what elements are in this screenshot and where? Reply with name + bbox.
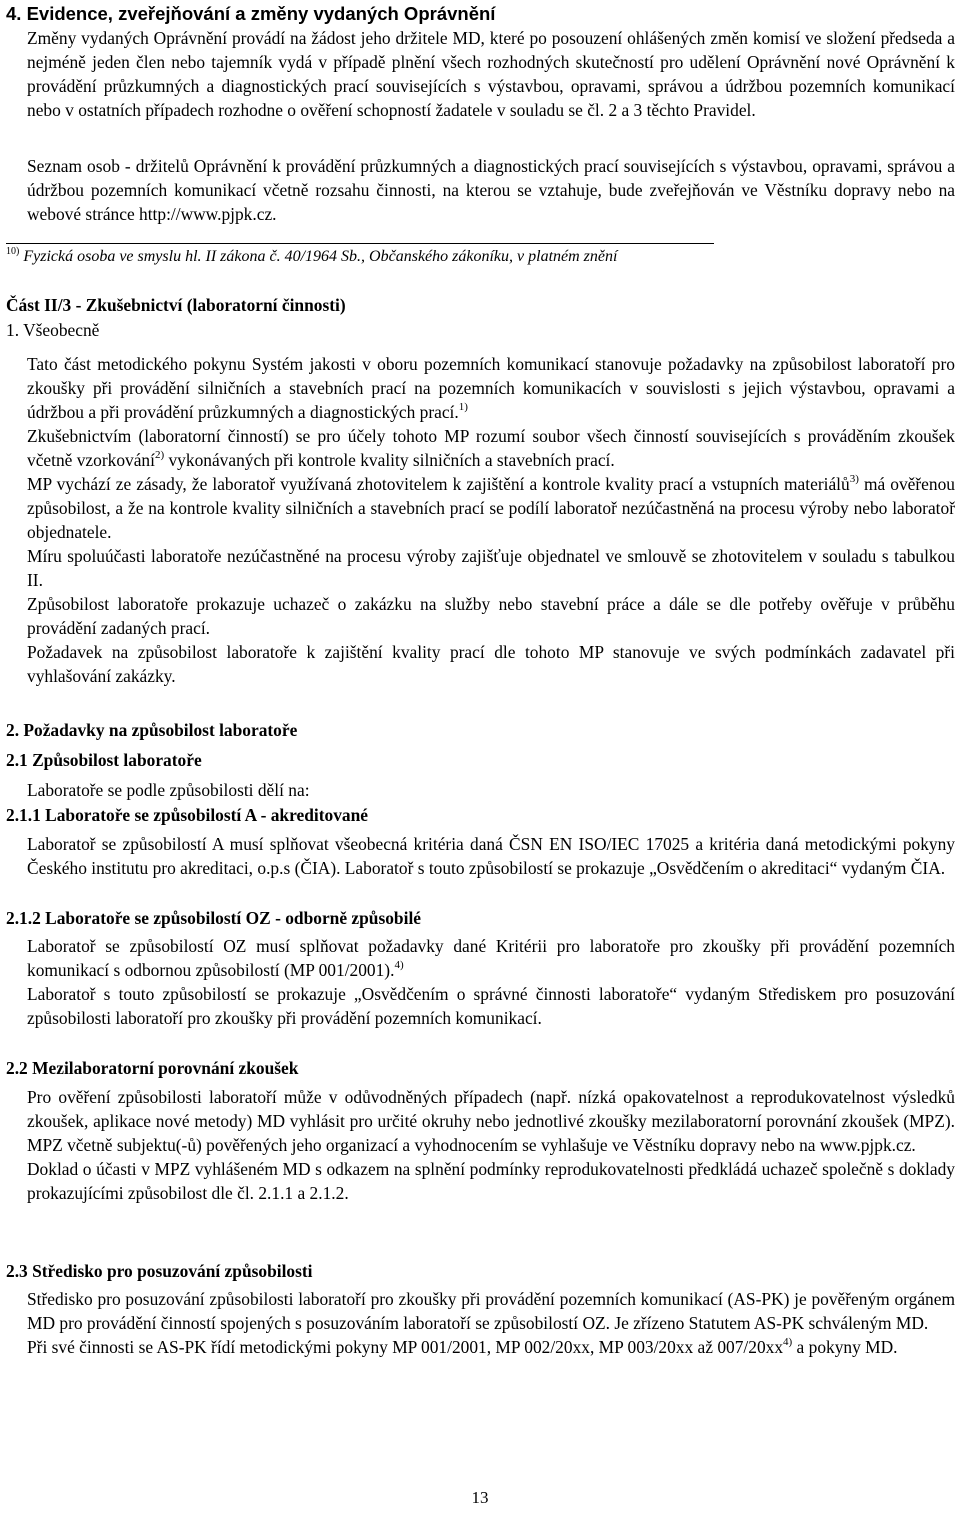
footnote-separator: [6, 243, 714, 244]
s1-paragraph-6: Požadavek na způsobilost laboratoře k zajištění kvality prací dle tohoto MP stanovuje ve svých podmínkách zadavatel při vyhlašování zakázky.: [27, 642, 955, 686]
section-2-2-heading: 2.2 Mezilaboratorní porovnání zkoušek: [6, 1058, 299, 1078]
s1-paragraph-2-text-end: vykonávaných při kontrole kvality silničních a stavebních prací.: [164, 450, 615, 470]
s23-paragraph-2-text: Při své činnosti se AS-PK řídí metodickými pokyny MP 001/2001, MP 002/20xx, MP 003/20xx až 007/20xx: [27, 1337, 784, 1357]
footnote-ref-1: 1): [458, 401, 468, 413]
s1-paragraph-5: Způsobilost laboratoře prokazuje uchazeč o zakázku na služby nebo stavební práce a dále se dle potřeby ověřuje v průběhu provádění zadaných prací.: [27, 594, 955, 638]
s1-paragraph-3-text: MP vychází ze zásady, že laboratoř využívaná zhotovitelem k zajištění a kontrole kvality prací a vstupních materiálů: [27, 474, 850, 494]
page-number: 13: [471, 1488, 489, 1507]
s212-paragraph-2: Laboratoř s touto způsobilostí se prokazuje „Osvědčením o správné činnosti laboratoře“ vydaným Střediskem pro posuzování způsobilosti laboratoří pro zkoušky při provádění pozemních komunikací.: [27, 984, 955, 1028]
s1-paragraph-1-text: Tato část metodického pokynu Systém jakosti v oboru pozemních komunikací stanovuje požadavky na způsobilost laboratoří pro zkoušky při provádění silničních a stavebních prací na pozemních komunikacích v souvislosti s jejich výstavbou, opravami a údržbou a při provádění průzkumných a diagnostických prací.: [27, 354, 955, 422]
section-1-heading: 1. Všeobecně: [6, 320, 100, 340]
s23-paragraph-2-text-end: a pokyny MD.: [792, 1337, 898, 1357]
s22-body: [27, 1085, 955, 1205]
s22-paragraph-1: Pro ověření způsobilosti laboratoří může v odůvodněných případech (např. nízká opakovatelnost a reprodukovatelnost výsledků zkoušek, aplikace nové metody) MD vyhlásit pro určité okruhy nebo jednotlivé zkoušky mezilaboratorní porovnání zkoušek (MPZ). MPZ včetně subjektu(-ů) pověřených jeho organizací a vyhodnocením se vyhlašuje ve Věstníku dopravy nebo na www.pjpk.cz.: [27, 1087, 955, 1155]
sec4-paragraph-2: Seznam osob - držitelů Oprávnění k provádění průzkumných a diagnostických prací souvisejících s výstavbou, opravami, správou a údržbou pozemních komunikací včetně rozsahu činnosti, na kterou se vztahuje, bude zveřejňován ve Věstníku dopravy nebo na webové stránce http://www.pjpk.cz.: [27, 156, 955, 224]
s212-paragraph-1: [27, 934, 955, 982]
section-2-1-heading: 2.1 Způsobilost laboratoře: [6, 750, 202, 770]
s22-paragraph-2: Doklad o účasti v MPZ vyhlášeném MD s odkazem na splnění podmínky reprodukovatelnosti předkládá uchazeč společně s doklady prokazujícími způsobilost dle čl. 2.1.1 a 2.1.2.: [27, 1159, 955, 1203]
s212-paragraph-1-text: Laboratoř se způsobilostí OZ musí splňovat požadavky dané Kritérii pro laboratoře pro zkoušky při provádění pozemních komunikací s odbornou způsobilostí (MP 001/2001).: [27, 936, 955, 980]
section-2-1-2-heading: 2.1.2 Laboratoře se způsobilostí OZ - odborně způsobilé: [6, 908, 421, 928]
part-heading: Část II/3 - Zkušebnictví (laboratorní činnosti): [6, 295, 346, 315]
footnote-number: 10): [6, 246, 20, 257]
section-2-1-1-heading: 2.1.1 Laboratoře se způsobilostí A - akreditované: [6, 805, 368, 825]
footnote-ref-2: 2): [154, 449, 165, 461]
s23-paragraph-2: [27, 1335, 955, 1359]
sec4-paragraph-1: Změny vydaných Oprávnění provádí na žádost jeho držitele MD, které po posouzení ohlášených změn komisí ve složení předseda a nejméně jeden člen nebo tajemník vydá v případě plnění všech rozhodných skutečností pro udělení Oprávnění nové Oprávnění k provádění průzkumných a diagnostických prací souvisejících s výstavbou, opravami, správou a údržbou pozemních komunikací nebo v ostatních případech rozhodne o ověření schopností žadatele v souladu se čl. 2 a 3 těchto Pravidel.: [27, 28, 955, 120]
s1-paragraph-2: [27, 424, 955, 472]
footnote: [6, 246, 906, 268]
s211-paragraph: Laboratoř se způsobilostí A musí splňovat všeobecná kritéria daná ČSN EN ISO/IEC 17025 a kritéria daná metodickými pokyny Českého institutu pro akreditaci, o.p.s (ČIA). Laboratoř s touto způsobilostí se prokazuje „Osvědčením o akreditaci“ vydaným ČIA.: [27, 834, 955, 878]
footnote-ref-4: 4): [394, 959, 404, 971]
s23-paragraph-1: Středisko pro posuzování způsobilosti laboratoří pro zkoušky při provádění pozemních komunikací (AS-PK) je pověřeným orgánem MD pro provádění činností spojených s posuzováním laboratoří se způsobilostí OZ. Je zřízeno Statutem AS-PK schváleným MD.: [27, 1289, 955, 1333]
s1-paragraph-3-text-end: má ověřenou způsobilost, a že na kontrole kvality silničních a stavebních prací se podílí laboratoř nezúčastněná na procesu výroby nebo laboratoř objednatele.: [27, 474, 955, 542]
footnote-text: Fyzická osoba ve smyslu hl. II zákona č. 40/1964 Sb., Občanského zákoníku, v platném znění: [23, 248, 618, 265]
s23-body: [27, 1287, 955, 1359]
s1-paragraph-3: [27, 472, 955, 544]
section-1-body: [27, 352, 955, 688]
footnote-ref-5: 4): [783, 1336, 793, 1348]
section-4-heading: 4. Evidence, zveřejňování a změny vydaných Oprávnění: [6, 3, 496, 24]
s1-paragraph-2-text: Zkušebnictvím (laboratorní činností) se pro účely tohoto MP rozumí soubor všech činností souvisejících s prováděním zkoušek včetně vzorkování: [27, 426, 955, 470]
s212-body: [27, 934, 955, 1030]
s1-paragraph-1: [27, 352, 955, 424]
section-2-heading: 2. Požadavky na způsobilost laboratoře: [6, 720, 298, 740]
s21-paragraph: Laboratoře se podle způsobilosti dělí na:: [27, 780, 310, 800]
footnote-ref-3: 3): [849, 473, 859, 485]
s1-paragraph-4: Míru spoluúčasti laboratoře nezúčastněné na procesu výroby zajišťuje objednatel ve smlouvě se zhotovitelem v souladu s tabulkou II.: [27, 546, 955, 590]
section-2-3-heading: 2.3 Středisko pro posuzování způsobilosti: [6, 1261, 313, 1281]
